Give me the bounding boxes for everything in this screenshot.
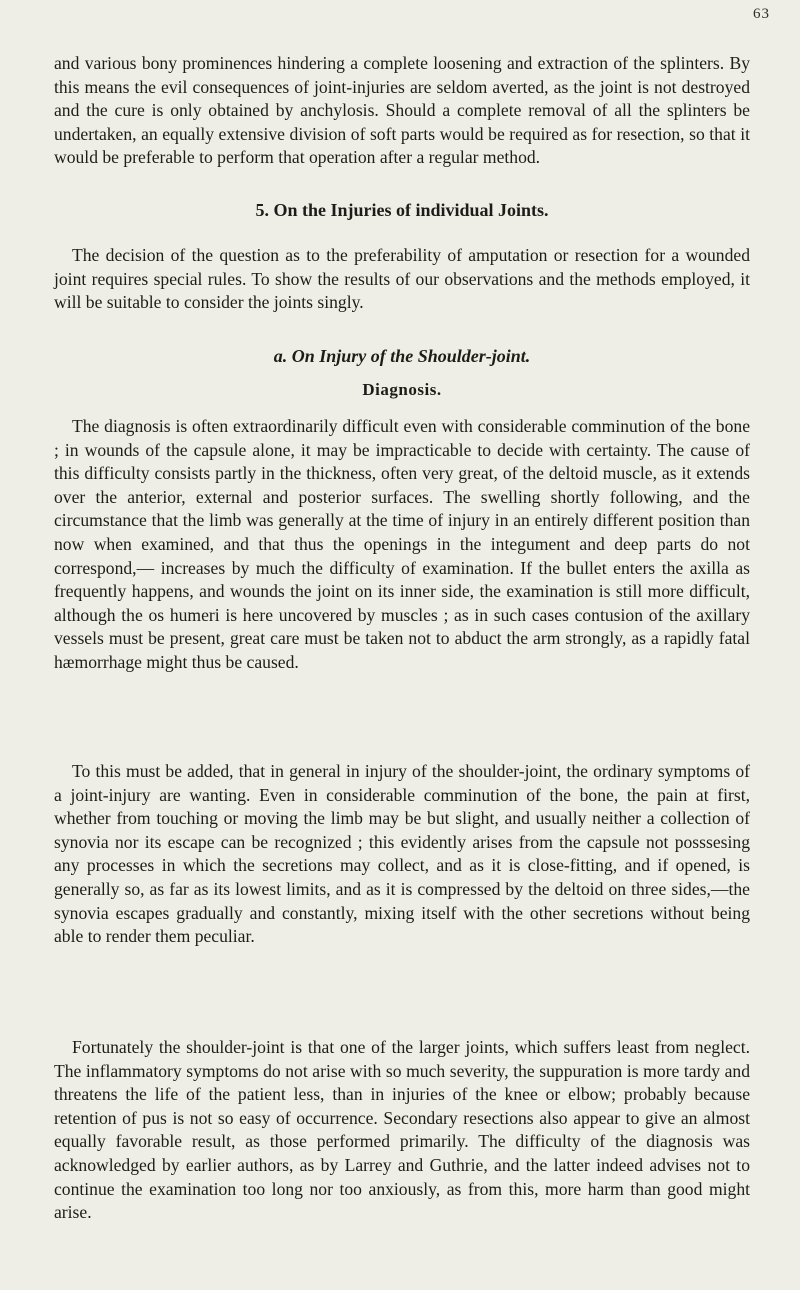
paragraph-intro: and various bony prominences hindering a complete loosening and extraction of the splinters. By this means the evil consequences of joint-injuries are seldom averted, as the joint is not destroyed and the cure is only obtained by anchylosis. Should a complete removal of all the splinters be undertaken, an equally extensive division of soft parts would be required as for resection, so that it would be preferable to perform that operation after a regular method. [54, 53, 750, 168]
page-number: 63 [753, 6, 770, 22]
paragraph-decision: The decision of the question as to the preferability of amputation or resection for a wounded joint requires special rules. To show the results of our observations and the methods employed, it will be suitable to consider the joints singly. [54, 245, 750, 313]
section-heading: 5. On the Injuries of individual Joints. [255, 200, 549, 220]
diagnosis-heading: Diagnosis. [362, 380, 442, 399]
paragraph-symptoms: To this must be added, that in general in injury of the shoulder-joint, the ordinary symptoms of a joint-injury are wanting. Even in considerable comminution of the bone, the pain at first, whether from touching or moving the limb may be but slight, and usually neither a collection of synovia nor its escape can be recognized ; this evidently arises from the capsule not posssesing any processes in which the secretions may collect, and as it is close-fitting, and if opened, is generally so, as far as its lowest limits, and as it is compressed by the deltoid on three sides,—the synovia escapes gradually and constantly, mixing itself with the other secretions without being able to render them peculiar. [54, 761, 750, 947]
paragraph-fortunately: Fortunately the shoulder-joint is that one of the larger joints, which suffers least from neglect. The inflammatory symptoms do not arise with so much severity, the suppuration is more tardy and threatens the life of the patient less, than in injuries of the knee or elbow; probably because retention of pus is not so easy of occurrence. Secondary resections also appear to give an almost equally favorable result, as those performed primarily. The difficulty of the diagnosis was acknowledged by earlier authors, as by Larrey and Guthrie, and the latter indeed advises not to continue the examination too long nor too anxiously, as from this, more harm than good might arise. [54, 1037, 750, 1223]
subsection-heading: a. On Injury of the Shoulder-joint. [273, 346, 531, 366]
paragraph-diagnosis: The diagnosis is often extraordinarily difficult even with considerable comminution of the bone ; in wounds of the capsule alone, it may be impracticable to decide with certainty. The cause of this difficulty consists partly in the thickness, often very great, of the deltoid muscle, as it extends over the anterior, external and posterior surfaces. The swelling shortly following, and the circumstance that the limb was generally at the time of injury in an entirely different position than now when examined, and that thus the openings in the integument and deep parts do not correspond,— increases by much the difficulty of examination. If the bullet enters the axilla as frequently happens, and wounds the joint on its inner side, the examination is still more difficult, although the os humeri is here uncovered by muscles ; as in such cases contusion of the axillary vessels must be present, great care must be taken not to abduct the arm strongly, as a rapidly fatal hæmorrhage might thus be caused. [54, 416, 750, 672]
